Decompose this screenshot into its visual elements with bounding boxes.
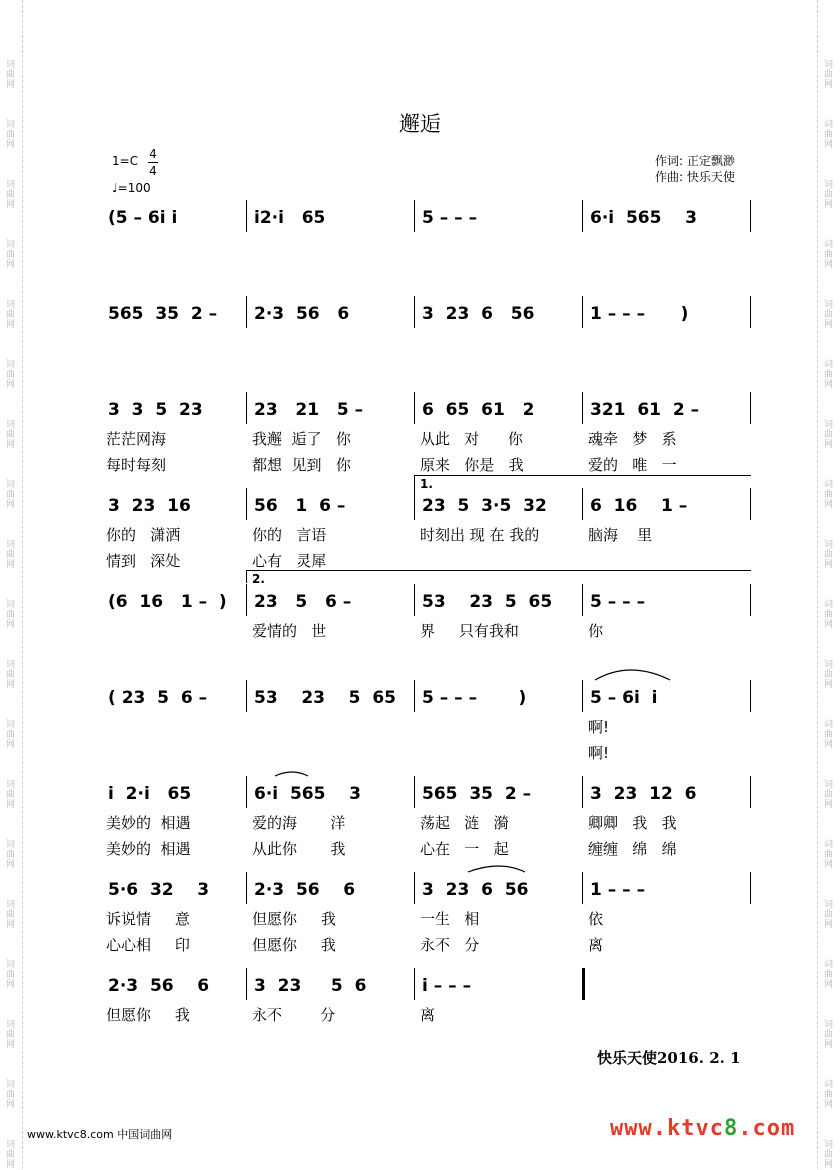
watermark-text: 词曲网: [6, 1080, 16, 1110]
key-signature: 1=C: [112, 154, 139, 168]
lyric-text: 脑海 里: [588, 526, 653, 544]
measure-notes: 6 16 1 –: [590, 496, 688, 516]
measure-notes: 23 21 5 –: [254, 400, 364, 420]
lyric-text: 缠缠 绵 绵: [588, 840, 677, 858]
watermark-text: 词曲网: [824, 1020, 834, 1050]
measure-notes: i – – –: [422, 976, 472, 996]
lyric-text: 我邂 逅了 你: [252, 430, 351, 448]
watermark-text: 词曲网: [6, 660, 16, 690]
watermark-text: 词曲网: [6, 720, 16, 750]
watermark-text: 词曲网: [6, 300, 16, 330]
watermark-text: 词曲网: [824, 660, 834, 690]
lyric-text: 茫茫网海: [106, 430, 167, 448]
watermark-text: 词曲网: [824, 300, 834, 330]
lyric-text: 都想 见到 你: [252, 456, 351, 474]
measure-notes: i2·i 65: [254, 208, 326, 228]
watermark-text: 词曲网: [824, 1080, 834, 1110]
watermark-text: 词曲网: [824, 360, 834, 390]
lyric-text: 心心相 印: [106, 936, 190, 954]
lyric-text: 卿卿 我 我: [588, 814, 677, 832]
measure-notes: 5 – – –: [422, 208, 478, 228]
watermark-text: 词曲网: [6, 960, 16, 990]
measure-notes: 5 – – –: [590, 592, 646, 612]
slur: [275, 772, 308, 776]
measure-notes: 565 35 2 –: [108, 304, 218, 324]
measure-notes: 23 5 3·5 32: [422, 496, 547, 516]
measure-notes: 5 – 6i i: [590, 688, 658, 708]
lyric-text: 美妙的 相遇: [106, 814, 191, 832]
lyric-text: 啊!: [588, 718, 610, 736]
lyric-text: 爱的海 洋: [252, 814, 346, 832]
lyric-text: 心有 灵犀: [252, 552, 327, 570]
watermark-text: 词曲网: [6, 60, 16, 90]
measure-notes: 3 3 5 23: [108, 400, 203, 420]
measure-notes: 1 – – –: [590, 880, 646, 900]
watermark-text: 词曲网: [6, 540, 16, 570]
lyric-text: 你: [588, 622, 604, 640]
footer-site-text[interactable]: www.ktvc8.com 中国词曲网: [27, 1128, 173, 1141]
watermark-text: 词曲网: [6, 180, 16, 210]
lyric-text: 离: [420, 1006, 436, 1024]
measure-notes: ( 23 5 6 –: [108, 688, 208, 708]
watermark-text: 词曲网: [6, 360, 16, 390]
volta-number: 2.: [252, 572, 265, 586]
measure-notes: 6 65 61 2: [422, 400, 535, 420]
tempo-marking: ♩=100: [112, 181, 151, 195]
watermark-text: 词曲网: [824, 420, 834, 450]
slur: [595, 670, 670, 680]
measure-notes: 3 23 5 6: [254, 976, 367, 996]
volta-number: 1.: [420, 477, 433, 491]
watermark-text: 词曲网: [6, 1020, 16, 1050]
lyric-text: 每时每刻: [106, 456, 167, 474]
measure-notes: 5 – – – ): [422, 688, 527, 708]
lyric-text: 界 只有我和: [420, 622, 519, 640]
footer-logo: www.ktvc8.com: [610, 1116, 796, 1141]
watermark-text: 词曲网: [824, 600, 834, 630]
measure-notes: (5 – 6i i: [108, 208, 178, 228]
watermark-text: 词曲网: [824, 720, 834, 750]
measure-notes: 23 5 6 –: [254, 592, 352, 612]
signature-date: 快乐天使2016. 2. 1: [597, 1049, 741, 1067]
lyric-text: 但愿你 我: [106, 1006, 190, 1024]
lyric-text: 美妙的 相遇: [106, 840, 191, 858]
lyric-text: 你的 潇洒: [106, 526, 181, 544]
measure-notes: 56 1 6 –: [254, 496, 346, 516]
watermark-text: 词曲网: [6, 240, 16, 270]
measure-notes: 53 23 5 65: [422, 592, 553, 612]
lyric-text: 但愿你 我: [252, 910, 336, 928]
watermark-text: 词曲网: [6, 900, 16, 930]
measure-notes: 1 – – – ): [590, 304, 689, 324]
watermark-text: 词曲网: [6, 840, 16, 870]
measure-notes: 321 61 2 –: [590, 400, 700, 420]
watermark-text: 词曲网: [824, 60, 834, 90]
lyric-text: 从此你 我: [252, 840, 346, 858]
watermark-text: 词曲网: [6, 480, 16, 510]
measure-notes: 6·i 565 3: [254, 784, 361, 804]
lyric-text: 你的 言语: [252, 526, 327, 544]
watermark-text: 词曲网: [824, 120, 834, 150]
measure-notes: 3 23 6 56: [422, 880, 529, 900]
measure-notes: 565 35 2 –: [422, 784, 532, 804]
measure-notes: 6·i 565 3: [590, 208, 697, 228]
watermark-text: 词曲网: [6, 1140, 16, 1170]
watermark-text: 词曲网: [824, 780, 834, 810]
measure-notes: 3 23 16: [108, 496, 191, 516]
lyric-text: 诉说情 意: [106, 910, 190, 928]
measure-notes: (6 16 1 – ): [108, 592, 227, 612]
lyric-text: 一生 相: [420, 910, 480, 928]
watermark-text: 词曲网: [824, 180, 834, 210]
measure-notes: 2·3 56 6: [254, 304, 350, 324]
lyric-text: 时刻出 现 在 我的: [420, 526, 540, 544]
watermark-text: 词曲网: [824, 960, 834, 990]
slur: [468, 866, 525, 872]
watermark-text: 词曲网: [824, 1140, 834, 1170]
lyric-text: 心在 一 起: [420, 840, 509, 858]
lyric-text: 荡起 涟 漪: [420, 814, 509, 832]
lyric-text: 永不 分: [420, 936, 480, 954]
measure-notes: 5·6 32 3: [108, 880, 210, 900]
lyric-text: 爱情的 世: [252, 622, 327, 640]
lyric-text: 魂牵 梦 系: [588, 430, 677, 448]
watermark-text: 词曲网: [6, 420, 16, 450]
lyric-text: 原来 你是 我: [420, 456, 524, 474]
song-title: 邂逅: [399, 112, 441, 136]
lyric-text: 离: [588, 936, 604, 954]
watermark-text: 词曲网: [824, 900, 834, 930]
measure-notes: 53 23 5 65: [254, 688, 396, 708]
lyric-text: 啊!: [588, 744, 610, 762]
measure-notes: 3 23 6 56: [422, 304, 535, 324]
lyric-text: 爱的 唯 一: [588, 456, 677, 474]
measure-notes: i 2·i 65: [108, 784, 192, 804]
lyric-text: 但愿你 我: [252, 936, 336, 954]
lyric-text: 永不 分: [252, 1006, 336, 1024]
lyricist: 作词: 正定飘渺: [655, 154, 735, 168]
measure-notes: 2·3 56 6: [254, 880, 356, 900]
lyric-text: 情到 深处: [106, 552, 181, 570]
watermark-text: 词曲网: [824, 840, 834, 870]
lyric-text: 依: [588, 910, 604, 928]
watermark-text: 词曲网: [6, 120, 16, 150]
watermark-text: 词曲网: [824, 540, 834, 570]
measure-notes: 2·3 56 6: [108, 976, 210, 996]
watermark-text: 词曲网: [824, 480, 834, 510]
watermark-text: 词曲网: [824, 240, 834, 270]
watermark-text: 词曲网: [6, 600, 16, 630]
composer: 作曲: 快乐天使: [655, 170, 735, 184]
lyric-text: 从此 对 你: [420, 430, 523, 448]
time-signature: 4 4: [149, 147, 157, 178]
measure-notes: 3 23 12 6: [590, 784, 697, 804]
watermark-text: 词曲网: [6, 780, 16, 810]
